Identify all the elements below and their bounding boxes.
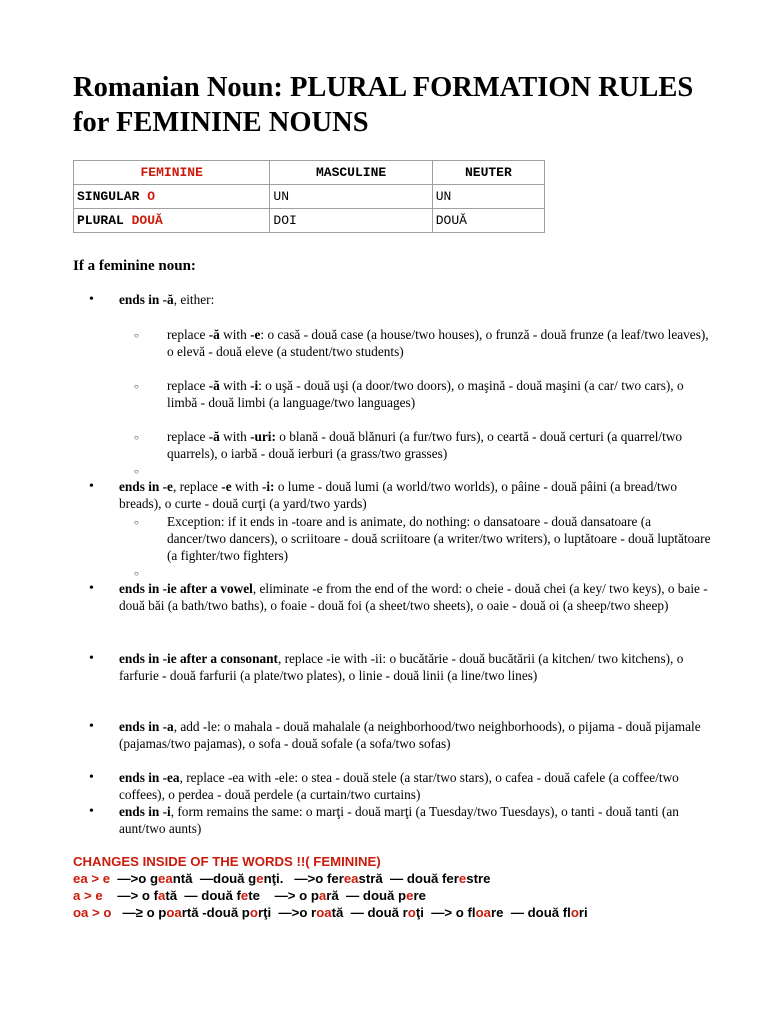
table-row-plural — [74, 209, 545, 233]
neuter-article: DOUĂ — [432, 209, 544, 233]
gender-article-table — [73, 160, 545, 233]
rule-ends-in-ie-after-vowel — [0, 580, 768, 634]
bullet-icon: • — [89, 804, 94, 819]
circle-bullet-icon: ○ — [134, 382, 139, 391]
changed-vowel: a — [318, 888, 327, 903]
rule-ends-in-ea — [0, 769, 768, 805]
changed-vowel: a — [158, 888, 166, 903]
rule-ends-in-ie-after-consonant — [0, 650, 768, 704]
changed-vowel: oa — [475, 905, 491, 920]
example-text: —≥ o p — [111, 905, 167, 920]
bullet-icon: • — [89, 651, 94, 666]
rule-label: ends in -i — [119, 804, 171, 819]
rule-text — [119, 769, 719, 803]
changed-vowel: o — [249, 905, 258, 920]
masculine-article: UN — [270, 185, 432, 209]
example-text: nţi. —>o fer — [263, 871, 344, 886]
empty-circle-bullet-icon: ○ — [134, 467, 139, 476]
changed-vowel: oa > o — [73, 905, 112, 920]
feminine-article: DOUĂ — [131, 213, 163, 228]
intro-heading: If a feminine noun: — [73, 258, 196, 274]
example-text: tă — două r — [331, 905, 408, 920]
rule-label: ends in -a — [119, 719, 174, 734]
header-neuter: NEUTER — [432, 161, 544, 185]
neuter-article: UN — [432, 185, 544, 209]
example-text: stre — [466, 871, 491, 886]
changed-vowel: o — [570, 905, 579, 920]
rule-desc: , replace -ea with -ele: o stea - două stele (a star/two stars), o cafea - două cafele (a coffee/two coffees), o perdea - două perdele (a curtain/two curtains) — [119, 770, 679, 802]
changed-vowel: ea — [158, 871, 173, 886]
changed-vowel: ea — [343, 871, 359, 886]
header-masculine: MASCULINE — [270, 161, 432, 185]
row-label-singular — [74, 185, 270, 209]
exception-text: Exception: if it ends in -toare and is animate, do nothing: o dansatoare - două dansatoare (a dancer/two dancers), o scriitoare - două scriitoare (a writer/two writers), o luptătoare - două luptătoare (a fighter/two fighters) — [167, 514, 711, 563]
changed-vowel: e — [458, 871, 467, 886]
bullet-icon: • — [89, 770, 94, 785]
example-text: te —> o p — [248, 888, 319, 903]
rule-text — [119, 478, 719, 512]
example-text: rţi —>o r — [257, 905, 317, 920]
bullet-icon: • — [89, 719, 94, 734]
sub-rule-ending: -ă — [208, 429, 220, 444]
empty-circle-bullet-icon: ○ — [134, 569, 139, 578]
rule-ends-in-e — [0, 478, 768, 578]
rule-new-ending: -i: — [261, 479, 275, 494]
example-text: re — [413, 888, 426, 903]
rule-desc: , add -le: o mahala - două mahalale (a neighborhood/two neighborhoods), o pijama - două pijamale (pajamas/two pajamas), o sofa - două sofale (a sofa/two sofas) — [119, 719, 701, 751]
rule-desc: , either: — [173, 292, 215, 307]
sub-rule-i — [167, 377, 712, 411]
sub-rule-new-ending: -uri: — [250, 429, 276, 444]
rule-desc: , eliminate -e from the end of the word: o cheie - două chei (a key/ two keys), o baie - două băi (a bath/two baths), o foaie - două foi (a sheet/two sheets), o oaie - două oi (a sheep/two sheep) — [119, 581, 708, 613]
example-text: tă — două f — [165, 888, 241, 903]
sub-rule-pre: replace — [167, 378, 209, 393]
sub-rule-mid: with — [219, 327, 251, 342]
change-line-a-e — [73, 887, 588, 904]
sub-rule-mid: with — [219, 429, 251, 444]
rule-label: ends in -ă — [119, 292, 174, 307]
example-text: ţi —> o fl — [415, 905, 476, 920]
feminine-article: O — [147, 189, 156, 204]
change-line-oa-o — [73, 904, 588, 921]
changes-heading: CHANGES INSIDE OF THE WORDS !!( FEMININE) — [73, 854, 381, 869]
sub-rule-pre: replace — [167, 429, 209, 444]
sub-rule-new-ending: -i — [250, 378, 259, 393]
rule-desc: , replace — [172, 479, 222, 494]
sub-rule-examples: : o uşă - două uşi (a door/two doors), o maşină - două maşini (a car/ two cars), o limbă - două limbi (a language/two languages) — [167, 378, 684, 410]
rule-label: ends in -ie after a vowel — [119, 581, 253, 596]
bullet-icon: • — [89, 292, 94, 307]
example-text: —> o f — [102, 888, 159, 903]
rule-label: ends in -ie after a consonant — [119, 651, 278, 666]
rule-text — [119, 650, 719, 684]
example-text: rtă -două p — [181, 905, 250, 920]
changed-vowel: oa — [316, 905, 332, 920]
rule-ends-in-a — [0, 718, 768, 754]
changed-vowel: a > e — [73, 888, 103, 903]
changed-vowel: e — [240, 888, 249, 903]
row-label-plural — [74, 209, 270, 233]
bullet-icon: • — [89, 479, 94, 494]
rule-examples: o lume - două lumi (a world/two worlds), o pâine - două pâini (a bread/two breads), o curte - două curţi (a yard/two yards) — [119, 479, 677, 511]
change-line-ea-e — [73, 870, 588, 887]
sub-rule-examples: o blană - două blănuri (a fur/two furs), o ceartă - două certuri (a quarrel/two quarrels), o iarbă - două ierburi (a grass/two grasses) — [167, 429, 683, 461]
page-title: Romanian Noun: PLURAL FORMATION RULES for FEMININE NOUNS — [73, 72, 694, 138]
rule-label: ends in -ea — [119, 770, 180, 785]
masculine-article: DOI — [270, 209, 432, 233]
example-text: —>o g — [110, 871, 159, 886]
changed-vowel: e — [256, 871, 264, 886]
sub-rule-e — [167, 326, 712, 360]
changed-vowel: o — [407, 905, 416, 920]
sub-rule-mid: with — [219, 378, 251, 393]
sub-rule-new-ending: -e — [250, 327, 261, 342]
circle-bullet-icon: ○ — [134, 433, 139, 442]
rule-ending: -e — [221, 479, 232, 494]
row-label-text: SINGULAR — [77, 189, 148, 204]
rule-desc: , replace -ie with -ii: o bucătărie - două bucătării (a kitchen/ two kitchens), o farfurie - două farfurii (a plate/two plates), o linie - două linii (a line/two lines) — [119, 651, 684, 683]
vowel-changes-section — [73, 853, 588, 921]
example-text: re — două fl — [490, 905, 571, 920]
sub-rule-uri — [167, 428, 712, 462]
rule-text — [119, 803, 719, 837]
rule-text — [119, 580, 719, 614]
rule-text — [119, 718, 719, 752]
bullet-icon: • — [89, 581, 94, 596]
changed-vowel: e — [406, 888, 414, 903]
example-text: stră — două fer — [358, 871, 459, 886]
sub-rule-ending: -ă — [208, 378, 220, 393]
changed-vowel: oa — [166, 905, 182, 920]
sub-rule-pre: replace — [167, 327, 209, 342]
circle-bullet-icon: ○ — [134, 518, 139, 527]
rule-text — [119, 291, 719, 308]
sub-rule-ending: -ă — [208, 327, 220, 342]
rule-desc: with — [231, 479, 262, 494]
rule-ends-in-a-breve — [0, 291, 768, 476]
rule-ends-in-i — [0, 803, 768, 839]
circle-bullet-icon: ○ — [134, 331, 139, 340]
table-row-singular — [74, 185, 545, 209]
example-text: ntă —două g — [172, 871, 257, 886]
example-text: ri — [578, 905, 588, 920]
table-header-row — [74, 161, 545, 185]
sub-rule-examples: : o casă - două case (a house/two houses), o frunză - două frunze (a leaf/two leaves), o elevă - două eleve (a student/two students) — [167, 327, 709, 359]
example-text: ră — două p — [326, 888, 407, 903]
rule-desc: , form remains the same: o marţi - două marţi (a Tuesday/two Tuesdays), o tanti - două tanti (an aunt/two aunts) — [119, 804, 679, 836]
header-feminine: FEMININE — [74, 161, 270, 185]
changed-vowel: ea > e — [73, 871, 111, 886]
row-label-text: PLURAL — [77, 213, 132, 228]
rule-label: ends in -e — [119, 479, 173, 494]
